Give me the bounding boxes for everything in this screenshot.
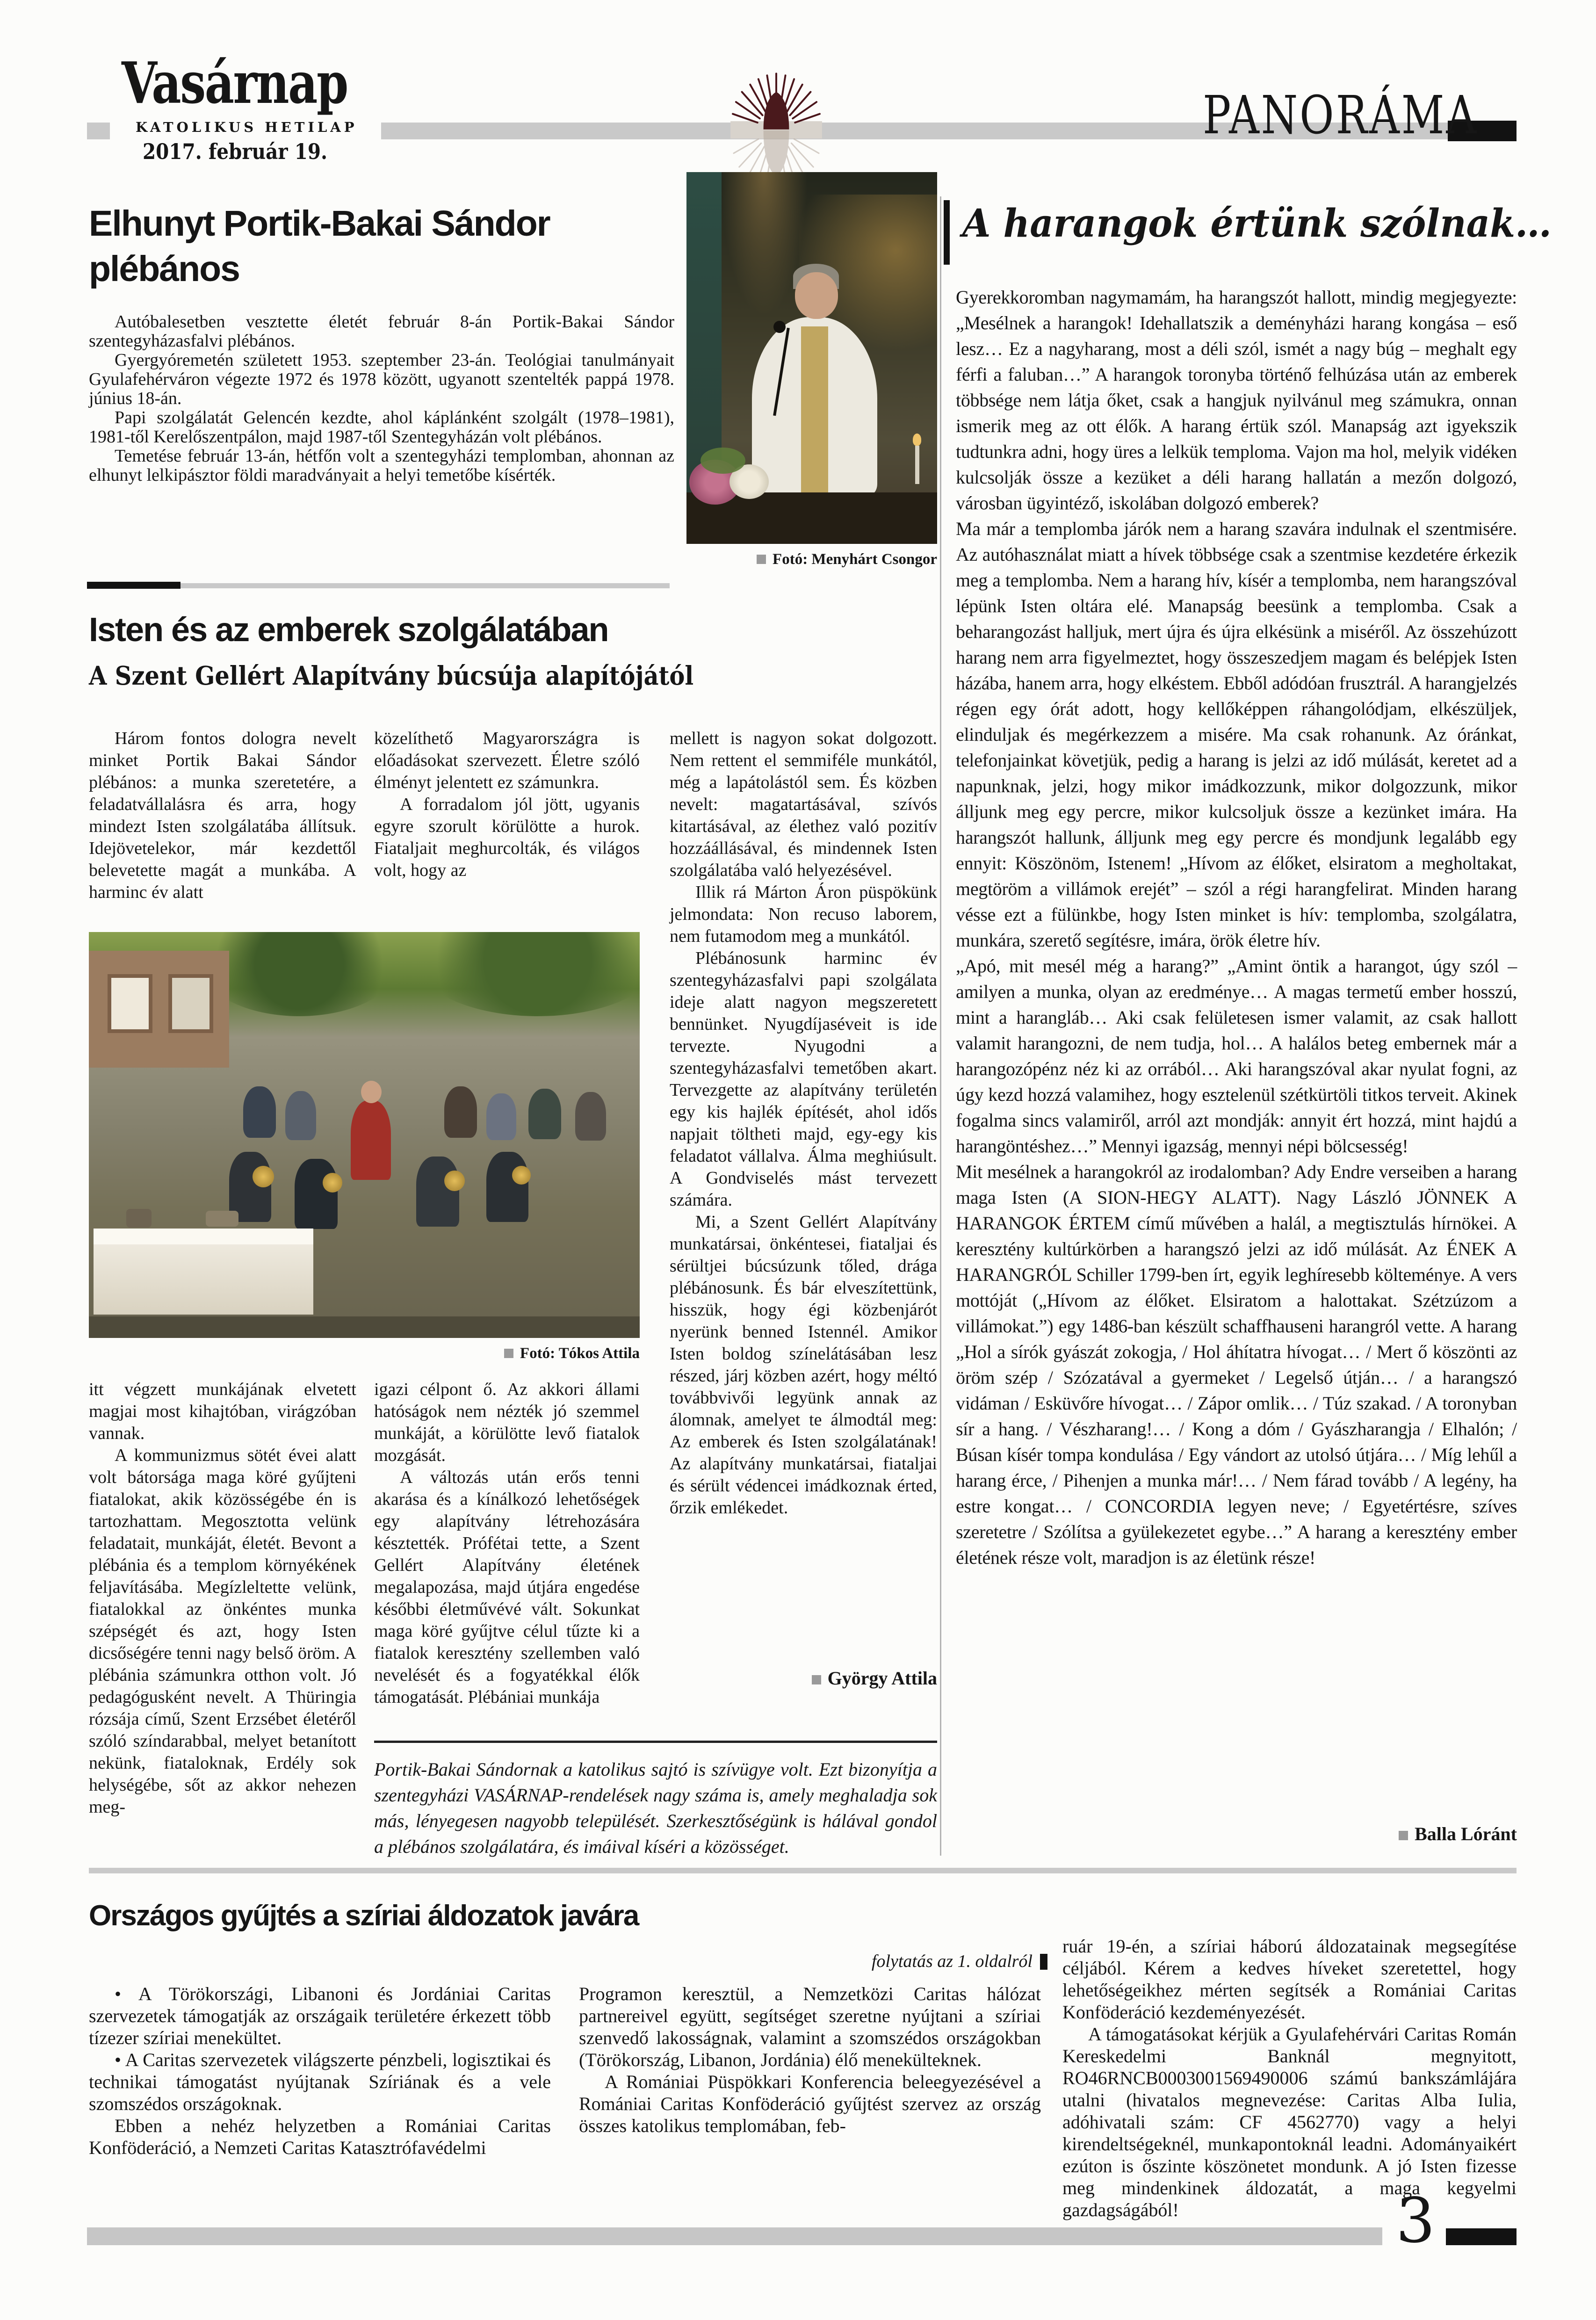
paragraph: Három fontos dologra nevelt minket Portik Bakai Sándor plébános: a munka szeretetére, a feladatvállalásra és arra, hogy mindezt Isten szolgálatába állítsuk. Idejövetelekor, már kezdettől belevetette magát a munkába. A harminc év alatt <box>89 729 356 902</box>
obituary-headline: Elhunyt Portik-Bakai Sándor plébános <box>89 203 550 289</box>
foundation-signature <box>670 1667 937 1689</box>
continued-from-text: folytatás az 1. oldalról <box>871 1951 1033 1971</box>
foundation-col3 <box>670 728 937 1519</box>
foundation-headline: Isten és az emberek szolgálatában <box>89 611 608 649</box>
candle-flame <box>913 434 921 446</box>
ground-shadow <box>89 1316 640 1338</box>
paragraph: Temetése február 13-án, hétfőn volt a szentegyházi templomban, ahonnan az elhunyt lelkipásztor földi maradványait a helyi temetőbe kísérték. <box>89 446 674 485</box>
foliage-blob <box>201 932 397 1016</box>
photo-arch <box>722 172 807 313</box>
paragraph: ruár 19-én, a szíriai háború áldozatainak megsegítése céljából. Kérem a kedves híveket szeretettel, hogy lehetőségeikhez mérten segítsék a Romániai Caritas Konföderáció kezdeményezését. <box>1062 1936 1517 2023</box>
crowd-figure <box>575 1092 606 1141</box>
signature-square-icon <box>1399 1831 1408 1840</box>
paragraph: Gyergyóremetén született 1953. szeptember 23-án. Teológiai tanulmányait Gyulafehérváron végezte 1972 és 1978 között, ugyanott szentelték pappá 1978. június 18-án. <box>89 350 674 408</box>
bottom-separator <box>89 1868 1517 1873</box>
band-musician <box>416 1156 459 1227</box>
foundation-col2-top <box>374 728 640 882</box>
separator-black <box>87 582 181 589</box>
paragraph: Mit mesélnek a harangokról az irodalomban? Ady Endre verseiben a harang maga Isten (A SION-HEGY ALATT). Nagy László JÖNNEK A HARANGOK ÉRTEM című művében a halál, a megtisztulás hírnökei. A keresztény kultúrkörben a harangszó jelzi az idő múlását. Az ÉNEK A HARANGRÓL Schiller 1799-ben írt, egyik leghíresebb költeménye. A vers mottóját („Hívom az élőket. Elsiratom a halottakat. Szétzúzom a villámokat.”) egy 1486-ban készült schaffhauseni harangról vette. A harang „Hol a sírók gyászát zokogja, / Hol áhítatra hívogat… / Mert ő köszönti az öröm szép / Szózatával a gyermeket / Legelső útján… / a harangszó vidáman / Esküvőre hívogat… / Zápor omlik… / Túz szakad. / A toronyban sír a hang. / Vészharang!… / Kong a dóm / Gyászharangja / Elhalón; / Búsan kísér tompa kondulása / Egy vándort az utolsó útjára… / Míg lehűl a harang érce, / Pihenjen a munka már!… / Nem fárad tovább / A legény, ha estre kongat… / CONCORDIA legyen neve; / Egyetértésre, szíves szeretetre / Szólítsa a gyülekezetet egybe…” A harang a keresztény ember életének része volt, maradjon is az életünk része! <box>956 1161 1517 1568</box>
foliage-blob <box>416 932 640 1016</box>
bells-signature <box>956 1823 1517 1845</box>
section-title: PANORÁMA <box>1203 85 1479 146</box>
paragraph: A Romániai Püspökkari Konferencia beleegyezésével a Romániai Caritas Konföderáció gyűjtést szervez az ország összes katolikus templomában, feb- <box>579 2071 1041 2136</box>
crowd-figure <box>444 1086 477 1138</box>
paragraph: „Apó, mit mesél még a harang?” „Amint öntik a harangot, úgy szól – amilyen a munka, olyan az eredménye… A magas termetű ember hosszú, mint a harangláb… Aki csak felületesen ismer valamit, az csak hallott valamit harangozni, de nem tudja, hol… A halálos beteg embernek már a harangozópénz néz ki az orrából… Aki harangszóval akar nyulat fogni, az úgy kezd hozzá valamihez, hogy esztelenül szétkürtöli titkos terveit. Akinek fogalma sincs valamiről, arról azt mondják: annyit ért hozzá, mint hajdú a harangöntéshez…” Mennyi igazság, mennyi népi bölcsesség! <box>956 955 1517 1156</box>
brass-instrument <box>253 1166 274 1187</box>
continuation-bar-icon <box>1040 1954 1047 1970</box>
collection-headline: Országos gyűjtés a szíriai áldozatok javára <box>89 1900 639 1932</box>
paragraph: Autóbalesetben vesztette életét február 8-án Portik-Bakai Sándor szentegyházasfalvi plébános. <box>89 312 674 351</box>
bullet-paragraph: • A Caritas szervezetek világszerte pénzbeli, logisztikai és technikai támogatást nyújtanak Szíriának és a vele szomszédos országoknak. <box>89 2049 551 2114</box>
continued-from-note <box>580 1951 1047 1972</box>
altar-item <box>206 1211 238 1227</box>
priest-photo <box>686 172 937 544</box>
signature-text: Balla Lóránt <box>1415 1823 1517 1844</box>
microphone-head <box>773 321 786 333</box>
paragraph: mellett is nagyon sokat dolgozott. Nem rettent el semmiféle munkától, még a lapátolástól sem. És közben nevelt: magatartásával, szívós kitartásával, az élethez való pozitív hozzáállásával, és mindennek Isten szolgálatába való helyezésével. <box>670 729 937 880</box>
altar-cloth-edge <box>94 1229 313 1244</box>
flower-leaves <box>701 448 745 474</box>
paragraph: Illik rá Márton Áron püspökünk jelmondata: Non recuso laborem, nem futamodom meg a munkától. <box>670 882 937 946</box>
priest-head <box>361 1081 382 1103</box>
paragraph: Plébánosunk harminc év szentegyházasfalvi papi szolgálata ideje alatt nagyon megszeretett bennünket. Nyugdíjaséveit is ide tervezte. Nyugodni a szentegyházasfalvi temetőben akart. Tervezgette az alapítvány területén egy kis hajlék építését, ahol idős napjait töltheti majd, egy-egy kis feladatot vállalva. Álma meghiúsult. A Gondviselés mást tervezett számára. <box>670 948 937 1210</box>
photo-caption-top <box>686 551 937 568</box>
brass-instrument <box>512 1166 531 1185</box>
crowd-figure <box>528 1089 561 1139</box>
paragraph: Ma már a templomba járók nem a harang szavára indulnak el szentmisére. Az autóhasználat miatt a hívek többsége csak a szentmise kezdetére érkezik meg a templomba. Nem a harang hív, kísér a templomba, nem harangszóval lépünk Isten oltára elé. Manapság beesünk a templomba. Csak a beharangozást halljuk, mert újra és újra elkésünk a miséről. Az összehúzott harang nem arra figyelmeztet, hogy összeszedjem magam és belépjek Isten házába, hanem arra, hogy elkéstem. Ebből adódóan frusztrál. A harangjelzés régen egy órát adott, hogy kellőképpen ráhangolódjam, elkészüljek, elinduljak és megérkezzem a misére. Ma csak rohanunk. Az óránkat, telefonjainkat követjük, pedig a harang is jelzi az idő múlását, keretet ad a napunknak, jelzi, hogy mikor imádkozzunk, mikor dolgozzunk, mikor álljunk meg egy percre, mikor kulcsoljuk össze a kezünket imára. Ha harangszót hallunk, álljunk meg egy percre és mondjunk legalább egy ennyit: Köszönöm, Istenem! „Hívom az élőket, elsiratom a megholtakat, megtöröm a villámok erejét” – szól a régi harangfelirat. Minden harang vésse ezt a fülünkbe, hogy Isten minket is hív: templomba, szolgálatra, munkára, szerető segítésre, imára, örök életre hív. <box>956 518 1517 951</box>
crowd-figure <box>486 1093 516 1140</box>
priest-head <box>795 272 838 319</box>
paragraph: közelíthető Magyarországra is előadásokat szervezett. Életre szóló élményt jelentett ez számunkra. <box>374 729 640 792</box>
bells-title-bar <box>944 200 950 265</box>
column-divider <box>940 196 941 1856</box>
crowd-figure <box>243 1086 276 1138</box>
paragraph: igazi célpont ő. Az akkori állami hatóságok nem nézték jó szemmel munkáját, a körülötte levő fiatalok mozgását. <box>374 1380 640 1465</box>
caption-square-icon <box>504 1349 513 1358</box>
caption-text: Fotó: Menyhárt Csongor <box>773 551 937 568</box>
caption-text: Fotó: Tókos Attila <box>520 1345 640 1362</box>
paragraph: A támogatásokat kérjük a Gyulafehérvári Caritas Román Kereskedelmi Banknál megnyitott, RO46RNCB0003001569490006 számú bankszámlájára utalni (hivatalos megnevezése: Caritas Alba Iulia, adóhivatali szám: CF 4562770) vagy a helyi kirendeltségeknél, munkapontoknál leadni. Adományaikért ezúton is őszinte köszönetet mondunk. A jó Isten fizesse meg mindenkinek áldozatát, a maga kegyelmi gazdagságából! <box>1062 2024 1517 2220</box>
vestment-gold-stripe <box>801 326 828 495</box>
brass-instrument <box>323 1173 342 1193</box>
signature-text: György Attila <box>827 1668 937 1689</box>
paragraph: Gyerekkoromban nagymamám, ha harangszót hallott, mindig megjegyezte: „Mesélnek a harangok! Idehallatszik a deményházi harang kongása – eső lesz… Ez a nagyharang, most a déli szól, ismét a nagy búg – meghalt egy férfi a faluban…” A harangok toronyba történő felhúzása után az emberek többsége nem látja őket, csak a hangjuk nyilvánul meg számukra, onnan ismerik meg az ott élők. A harang értük szól. Manapság azt igyekszik tudtunkra adni, hogy üres a lelkük temploma. Vajon ma hol, melyik vidéken kulcsolják össze a kezüket a déli harang hallatán a mezőn dolgozó, városban ügyintéző, iskolában dolgozó emberek? <box>956 287 1517 513</box>
brass-instrument <box>444 1171 465 1191</box>
separator-gray <box>181 583 670 588</box>
paragraph: itt végzett munkájának elvetett magjai most kihajtóban, virágzóban vannak. <box>89 1380 356 1443</box>
crowd-figure <box>285 1091 316 1140</box>
editor-note: Portik-Bakai Sándornak a katolikus sajtó is szívügye volt. Ezt bizonyítja a szentegyházi VASÁRNAP-rendelések nagy száma is, amely meghaladja sok más, lényegesen nagyobb települését. Szerkesztőségünk is hálával gondol a plébános szolgálatára, és imáival kíséri a közösséget. <box>374 1759 937 1857</box>
bullet-paragraph: • A Törökországi, Libanoni és Jordániai Caritas szervezetek támogatják az országaik területére érkezett több tízezer szíriai menekültet. <box>89 1983 551 2048</box>
caption-square-icon <box>757 555 766 564</box>
collection-col2 <box>579 1983 1041 2137</box>
paragraph: A kommunizmus sötét évei alatt volt bátorsága maga köré gyűjteni fiatalokat, akik közösségébe én is tartozhattam. Megosztotta velünk feladatait, munkáját, életét. Bevont a plébánia és a templom környékének feljavításába. Megízleltette velünk, fiatalokkal az önkéntes munka szépségét és azt, hogy Isten dicsőségére tenni nagy belső öröm. A plébánia számunkra otthon volt. Jó pedagógusként nevelt. A Thüringia rózsája című, Szent Erzsébet életéről szóló színdarabbal, melyet betanított nekünk, fiataloknak, Erdély sok helységébe, sőt az akkor nehezen meg- <box>89 1445 356 1817</box>
paragraph: Papi szolgálatát Gelencén kezdte, ahol káplánként szolgált (1978–1981), 1981-től Kerelőszentpálon, majd 1987-től Szentegyházán volt plébános. <box>89 408 674 447</box>
farewell-mass-photo <box>89 932 640 1338</box>
masthead <box>110 49 381 166</box>
candle-stick <box>915 446 919 484</box>
priest-red-vestment <box>351 1100 391 1180</box>
foundation-col1-bottom <box>89 1379 356 1818</box>
collection-col1 <box>89 1983 551 2159</box>
foundation-col2-bottom <box>374 1379 640 1708</box>
newspaper-logo: Vasárnap <box>122 49 347 116</box>
band-musician <box>486 1152 528 1222</box>
foundation-subhead: A Szent Gellért Alapítvány búcsúja alapítójától <box>89 660 694 691</box>
page-number: 3 <box>1396 2185 1435 2257</box>
collection-col3 <box>1062 1935 1517 2221</box>
paragraph: A változás után erős tenni akarása és a kínálkozó lehetőségek egy alapítvány létrehozására késztették. Prófétai tette, a Szent Gellért Alapítvány életének megalapozása, majd útjára engedése későbbi életművévé vált. Sokunkat maga köré gyűjtve célul tűzte ki a fiatalok keresztény szellemben való nevelését és a fogyatékkal élők támogatását. Plébániai munkája <box>374 1467 640 1707</box>
bells-body <box>956 284 1517 1570</box>
masthead-tagline: KATOLIKUS HETILAP <box>136 119 358 135</box>
foundation-col1-top <box>89 728 356 903</box>
paragraph: Ebben a nehéz helyzetben a Romániai Caritas Konföderáció, a Nemzeti Caritas Katasztrófavédelmi <box>89 2115 551 2158</box>
obituary-body <box>89 312 674 485</box>
footer-band <box>87 2227 1382 2245</box>
editor-note-rule <box>374 1741 937 1743</box>
band-musician <box>295 1159 338 1229</box>
building-window <box>108 974 152 1033</box>
paragraph: A forradalom jól jött, ugyanis egyre szorult körülötte a hurok. Fiataljait meghurcolták, és világos volt, hogy az <box>374 795 640 880</box>
issue-date: 2017. február 19. <box>143 139 328 164</box>
paragraph: Programon keresztül, a Nemzetközi Caritas hálózat partnereivel együtt, segítséget szeretne nyújtani a szíriai szenvedő lakosságnak, valamint a szomszédos országokban (Törökország, Libanon, Jordánia) élő menekülteknek. <box>579 1983 1041 2070</box>
building-window <box>168 974 213 1033</box>
signature-square-icon <box>812 1675 821 1684</box>
paragraph: Mi, a Szent Gellért Alapítvány munkatársai, önkéntesei, fiataljai és sérültjei búcsúzunk tőled, drága plébánosunk. És bár elveszítettünk, hisszük, hogy égi közbenjárót nyerünk benned Istennél. Amikor Isten boldog színelátásában lesz részed, járj közben azért, hogy méltó továbbvivői legyünk annak az álomnak, amelyet te álmodtál meg: Az emberek és Isten szolgálatának! Az alapítvány munkatársai, fiataljai és sérült védencei imádkoznak érted, őrzik emlékedet. <box>670 1212 937 1518</box>
photo-caption-middle <box>89 1345 640 1362</box>
altar-item <box>126 1209 152 1228</box>
bells-headline: A harangok értünk szólnak… <box>962 201 1552 246</box>
footer-band-right <box>1446 2228 1517 2245</box>
